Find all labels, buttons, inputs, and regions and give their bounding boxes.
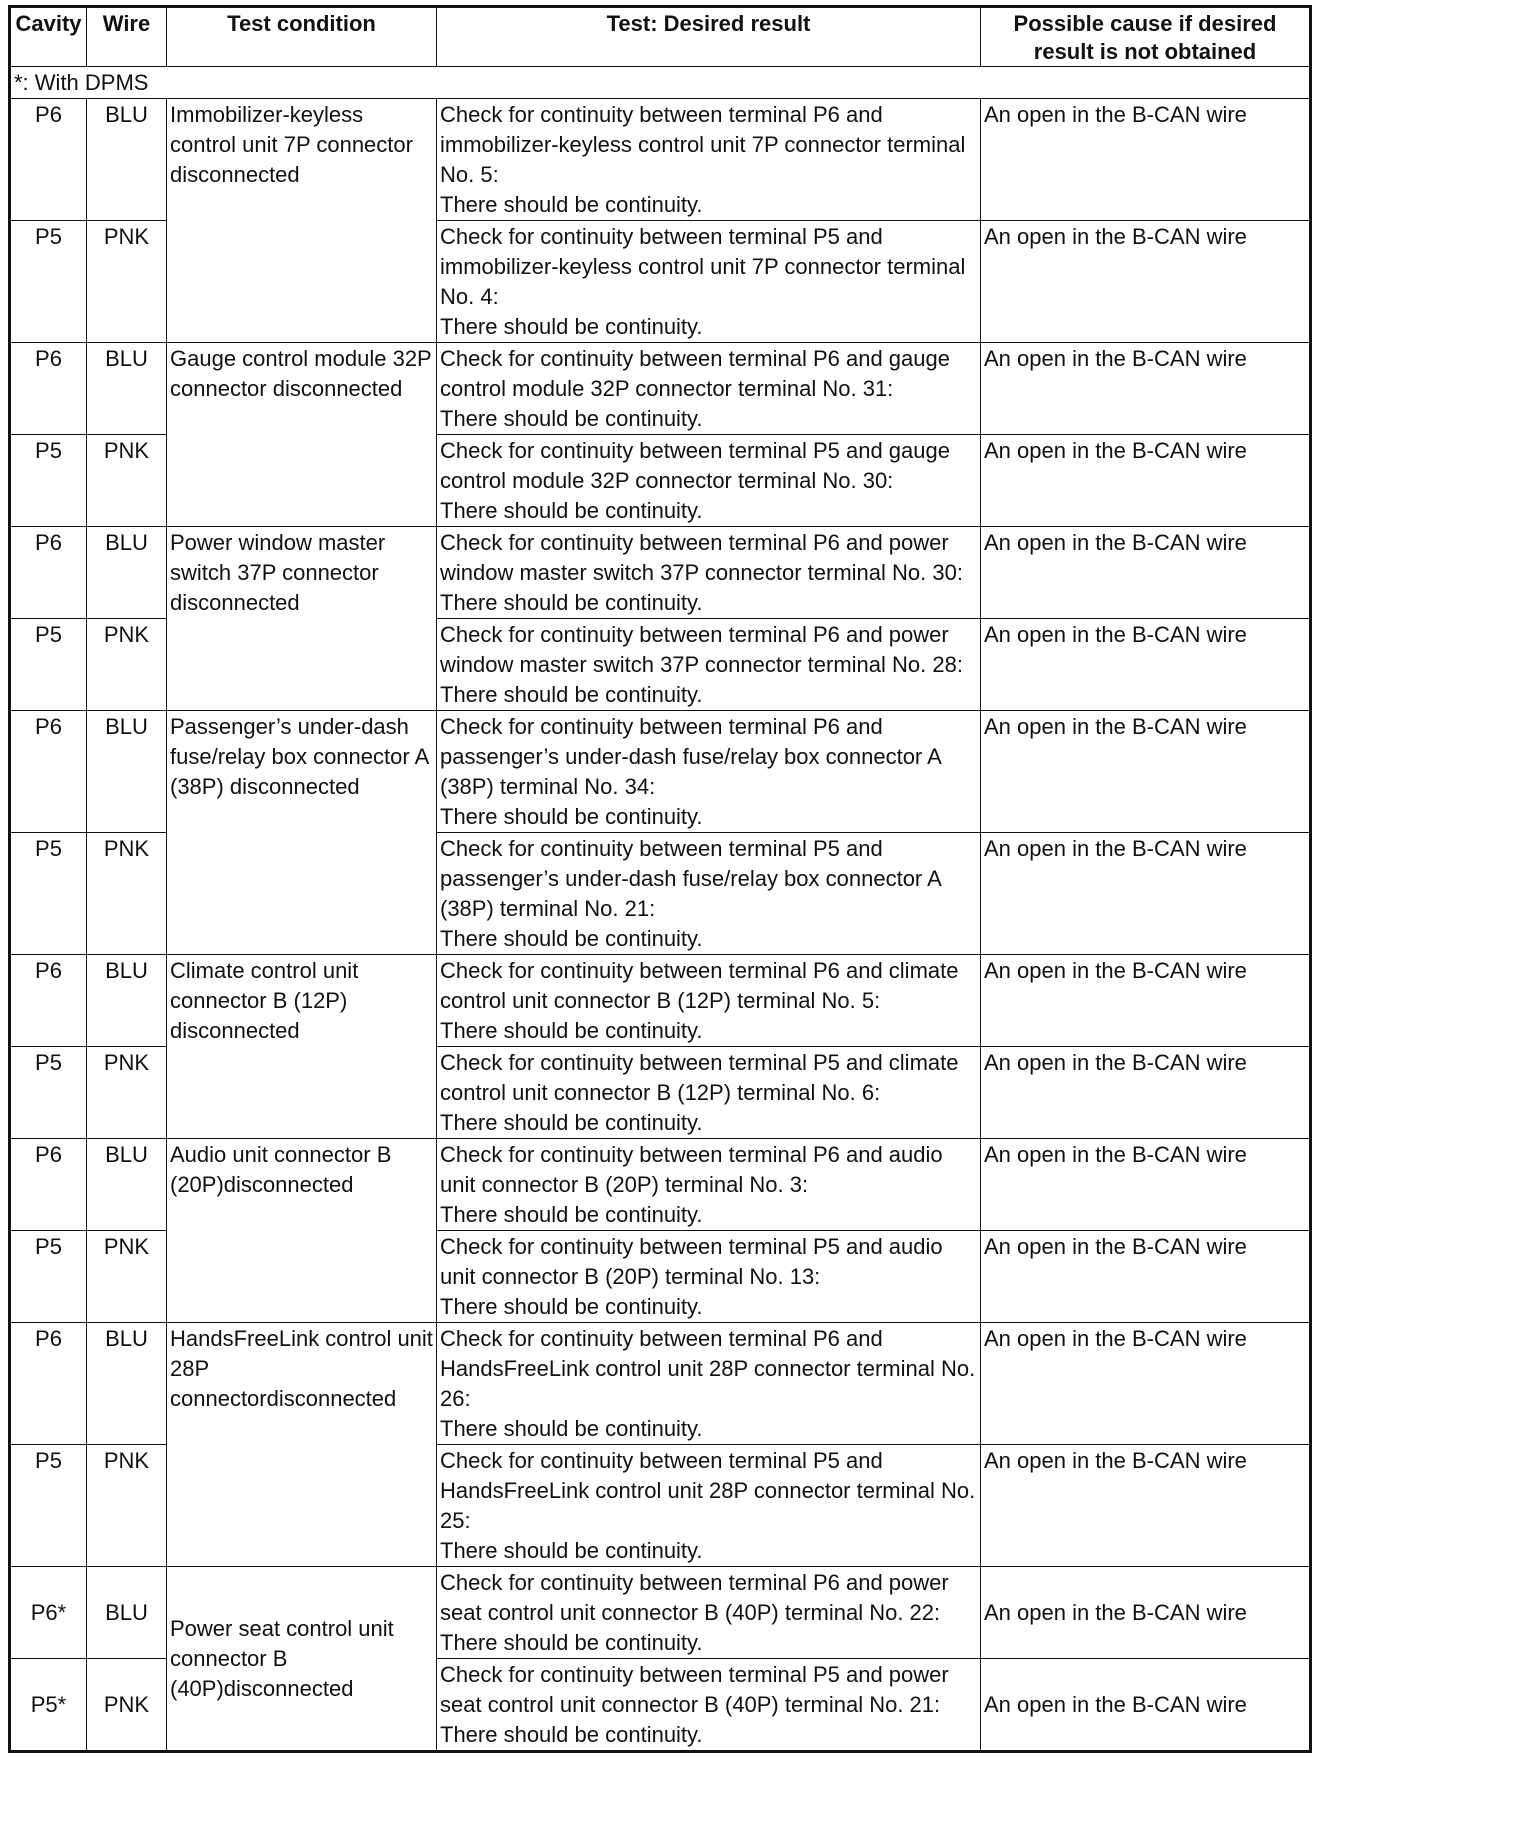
check-text: Check for continuity between terminal P6 and power window master switch 37P connector terminal No. 30:: [440, 530, 963, 585]
wire-cell: PNK: [87, 833, 167, 955]
wire-cell: BLU: [87, 1567, 167, 1659]
header-test-condition: Test condition: [167, 7, 437, 67]
possible-cause-cell: An open in the B-CAN wire: [981, 711, 1311, 833]
result-text: There should be continuity.: [440, 498, 703, 523]
wire-cell: BLU: [87, 99, 167, 221]
wire-cell: BLU: [87, 1323, 167, 1445]
dpms-note: *: With DPMS: [10, 67, 1311, 99]
possible-cause-cell: An open in the B-CAN wire: [981, 1445, 1311, 1567]
possible-cause-cell: An open in the B-CAN wire: [981, 1659, 1311, 1752]
test-condition-cell: Immobilizer-keyless control unit 7P connector disconnected: [167, 99, 437, 343]
desired-result-cell: [437, 955, 981, 1047]
possible-cause-cell: An open in the B-CAN wire: [981, 435, 1311, 527]
cavity-cell: P6: [10, 955, 87, 1047]
wire-cell: PNK: [87, 221, 167, 343]
note-row: [10, 67, 1311, 99]
result-text: There should be continuity.: [440, 314, 703, 339]
cavity-cell: P5: [10, 435, 87, 527]
table-row: [10, 955, 1311, 1047]
possible-cause-cell: An open in the B-CAN wire: [981, 833, 1311, 955]
check-text: Check for continuity between terminal P5 and audio unit connector B (20P) terminal No. 13:: [440, 1234, 943, 1289]
result-text: There should be continuity.: [440, 590, 703, 615]
wire-cell: BLU: [87, 1139, 167, 1231]
wire-cell: BLU: [87, 955, 167, 1047]
result-text: There should be continuity.: [440, 1202, 703, 1227]
wire-cell: BLU: [87, 343, 167, 435]
result-text: There should be continuity.: [440, 1630, 703, 1655]
check-text: Check for continuity between terminal P5 and HandsFreeLink control unit 28P connector terminal No. 25:: [440, 1448, 976, 1533]
desired-result-cell: [437, 619, 981, 711]
table-row: [10, 1139, 1311, 1231]
possible-cause-cell: An open in the B-CAN wire: [981, 99, 1311, 221]
desired-result-cell: [437, 99, 981, 221]
check-text: Check for continuity between terminal P5 and climate control unit connector B (12P) terminal No. 6:: [440, 1050, 959, 1105]
wire-cell: PNK: [87, 435, 167, 527]
result-text: There should be continuity.: [440, 1294, 703, 1319]
cavity-cell: P6*: [10, 1567, 87, 1659]
desired-result-cell: [437, 221, 981, 343]
possible-cause-cell: An open in the B-CAN wire: [981, 955, 1311, 1047]
desired-result-cell: [437, 1659, 981, 1752]
result-text: There should be continuity.: [440, 926, 703, 951]
test-condition-cell: Climate control unit connector B (12P) disconnected: [167, 955, 437, 1139]
possible-cause-cell: An open in the B-CAN wire: [981, 343, 1311, 435]
wire-cell: BLU: [87, 527, 167, 619]
desired-result-cell: [437, 1231, 981, 1323]
check-text: Check for continuity between terminal P6 and power seat control unit connector B (40P) terminal No. 22:: [440, 1570, 949, 1625]
table-row: [10, 99, 1311, 221]
table-row: [10, 343, 1311, 435]
wire-cell: PNK: [87, 619, 167, 711]
test-condition-cell: Power window master switch 37P connector disconnected: [167, 527, 437, 711]
check-text: Check for continuity between terminal P6 and passenger’s under-dash fuse/relay box connector A (38P) terminal No. 34:: [440, 714, 941, 799]
result-text: There should be continuity.: [440, 1416, 703, 1441]
possible-cause-cell: An open in the B-CAN wire: [981, 527, 1311, 619]
check-text: Check for continuity between terminal P6 and gauge control module 32P connector terminal No. 31:: [440, 346, 950, 401]
desired-result-cell: [437, 1139, 981, 1231]
header-row: [10, 7, 1311, 67]
table-row: [10, 711, 1311, 833]
result-text: There should be continuity.: [440, 682, 703, 707]
test-condition-cell: Power seat control unit connector B (40P)disconnected: [167, 1567, 437, 1752]
cavity-cell: P6: [10, 527, 87, 619]
result-text: There should be continuity.: [440, 1538, 703, 1563]
wire-cell: PNK: [87, 1659, 167, 1752]
table-row: [10, 1567, 1311, 1659]
table-row: [10, 527, 1311, 619]
desired-result-cell: [437, 1323, 981, 1445]
wire-cell: PNK: [87, 1047, 167, 1139]
header-cavity: Cavity: [10, 7, 87, 67]
possible-cause-cell: An open in the B-CAN wire: [981, 619, 1311, 711]
result-text: There should be continuity.: [440, 1018, 703, 1043]
result-text: There should be continuity.: [440, 406, 703, 431]
possible-cause-cell: An open in the B-CAN wire: [981, 1139, 1311, 1231]
wire-cell: PNK: [87, 1445, 167, 1567]
check-text: Check for continuity between terminal P5 and power seat control unit connector B (40P) terminal No. 21:: [440, 1662, 949, 1717]
b-can-continuity-table: [8, 5, 1312, 1753]
possible-cause-cell: An open in the B-CAN wire: [981, 1567, 1311, 1659]
cavity-cell: P5*: [10, 1659, 87, 1752]
wire-cell: PNK: [87, 1231, 167, 1323]
check-text: Check for continuity between terminal P6 and HandsFreeLink control unit 28P connector terminal No. 26:: [440, 1326, 976, 1411]
desired-result-cell: [437, 343, 981, 435]
desired-result-cell: [437, 1047, 981, 1139]
cavity-cell: P5: [10, 221, 87, 343]
header-wire: Wire: [87, 7, 167, 67]
cavity-cell: P5: [10, 1047, 87, 1139]
desired-result-cell: [437, 435, 981, 527]
desired-result-cell: [437, 833, 981, 955]
desired-result-cell: [437, 527, 981, 619]
check-text: Check for continuity between terminal P5 and immobilizer-keyless control unit 7P connector terminal No. 4:: [440, 224, 966, 309]
result-text: There should be continuity.: [440, 804, 703, 829]
header-desired-result: Test: Desired result: [437, 7, 981, 67]
possible-cause-cell: An open in the B-CAN wire: [981, 1047, 1311, 1139]
cavity-cell: P6: [10, 711, 87, 833]
check-text: Check for continuity between terminal P5 and passenger’s under-dash fuse/relay box connector A (38P) terminal No. 21:: [440, 836, 941, 921]
test-condition-cell: Gauge control module 32P connector disconnected: [167, 343, 437, 527]
desired-result-cell: [437, 1567, 981, 1659]
cavity-cell: P5: [10, 619, 87, 711]
cavity-cell: P6: [10, 1323, 87, 1445]
desired-result-cell: [437, 711, 981, 833]
cavity-cell: P6: [10, 343, 87, 435]
possible-cause-cell: An open in the B-CAN wire: [981, 221, 1311, 343]
check-text: Check for continuity between terminal P6 and climate control unit connector B (12P) terminal No. 5:: [440, 958, 959, 1013]
cavity-cell: P5: [10, 1231, 87, 1323]
troubleshooting-table-sheet: [8, 5, 1309, 1747]
test-condition-cell: HandsFreeLink control unit 28P connectordisconnected: [167, 1323, 437, 1567]
result-text: There should be continuity.: [440, 192, 703, 217]
check-text: Check for continuity between terminal P6 and audio unit connector B (20P) terminal No. 3:: [440, 1142, 943, 1197]
cavity-cell: P6: [10, 99, 87, 221]
result-text: There should be continuity.: [440, 1110, 703, 1135]
test-condition-cell: Audio unit connector B (20P)disconnected: [167, 1139, 437, 1323]
cavity-cell: P5: [10, 1445, 87, 1567]
wire-cell: BLU: [87, 711, 167, 833]
result-text: There should be continuity.: [440, 1722, 703, 1747]
possible-cause-cell: An open in the B-CAN wire: [981, 1323, 1311, 1445]
header-possible-cause: Possible cause if desired result is not obtained: [981, 7, 1311, 67]
desired-result-cell: [437, 1445, 981, 1567]
cavity-cell: P6: [10, 1139, 87, 1231]
check-text: Check for continuity between terminal P5 and gauge control module 32P connector terminal No. 30:: [440, 438, 950, 493]
possible-cause-cell: An open in the B-CAN wire: [981, 1231, 1311, 1323]
test-condition-cell: Passenger’s under-dash fuse/relay box connector A (38P) disconnected: [167, 711, 437, 955]
check-text: Check for continuity between terminal P6 and immobilizer-keyless control unit 7P connector terminal No. 5:: [440, 102, 966, 187]
check-text: Check for continuity between terminal P6 and power window master switch 37P connector terminal No. 28:: [440, 622, 963, 677]
cavity-cell: P5: [10, 833, 87, 955]
table-row: [10, 1323, 1311, 1445]
